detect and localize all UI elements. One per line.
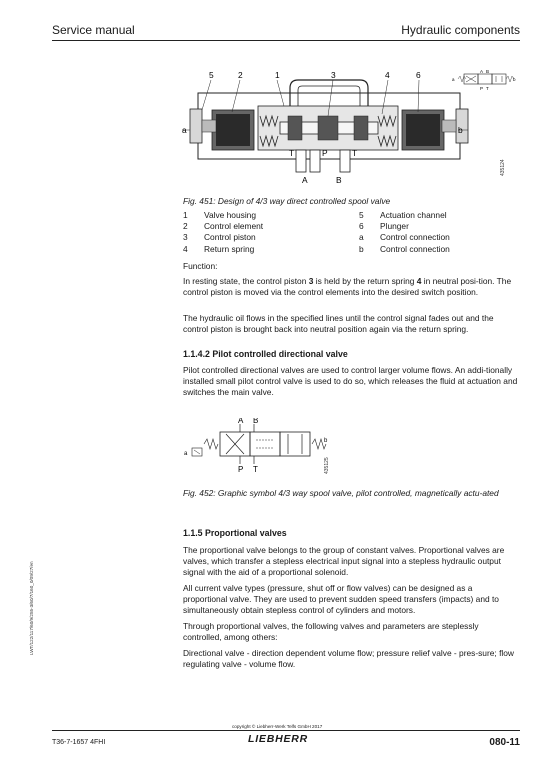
footer-page-number: 080-11 <box>489 737 520 748</box>
label-4: 4 <box>385 70 390 80</box>
ref-control-piston: 3 <box>308 276 314 286</box>
legend-row <box>183 232 518 243</box>
text-run: is held by the return spring <box>313 276 417 286</box>
label-6: 6 <box>416 70 421 80</box>
label-2: 2 <box>238 70 243 80</box>
legend-value: Control connection <box>380 232 450 243</box>
legend-key: 1 <box>183 210 188 220</box>
heading-pilot-controlled: 1.1.4.2 Pilot controlled directional valve <box>183 349 348 359</box>
port-t-left: T <box>289 148 295 158</box>
text-run: In resting state, the control piston <box>183 276 309 286</box>
sym-ctrl-a: a <box>452 77 455 82</box>
label-1: 1 <box>275 70 280 80</box>
sym-ctrl-b: b <box>513 77 516 82</box>
figure-451-caption: Fig. 451: Design of 4/3 way direct controlled spool valve <box>183 196 391 206</box>
label-5: 5 <box>209 70 214 80</box>
port-p: P <box>322 148 328 158</box>
figure-452-symbol <box>184 418 334 476</box>
label-a: a <box>182 125 187 135</box>
legend-row <box>183 210 518 221</box>
legend-value: Plunger <box>380 221 409 232</box>
ref-return-spring: 4 <box>416 276 422 286</box>
side-document-code: LWT/122/117/60/9/255-3/60/7/160_0/09/27/en <box>29 561 34 655</box>
header-section-title: Hydraulic components <box>401 23 520 37</box>
text-run: in neutral posi-tion. The control piston is moved via the control elements into the desired switch position. <box>183 276 512 297</box>
port-b: B <box>336 175 342 185</box>
symbol-b: B <box>253 418 259 425</box>
figure-451-legend <box>183 210 518 255</box>
symbol-t: T <box>253 465 258 474</box>
figure-452-caption: Fig. 452: Graphic symbol 4/3 way spool valve, pilot controlled, magnetically actu-ated <box>183 488 499 498</box>
graphic-symbol-drawing <box>184 418 334 476</box>
legend-row <box>183 244 518 255</box>
footer-divider <box>52 730 520 731</box>
legend-value: Control connection <box>380 243 450 254</box>
function-label: Function: <box>183 261 218 271</box>
port-a: A <box>302 175 308 185</box>
label-3: 3 <box>331 70 336 80</box>
symbol-ctrl-a: a <box>184 451 188 457</box>
function-paragraph-2: The hydraulic oil flows in the specified lines until the control signal fades out and the control piston is brought back into neutral position again via the return spring. <box>183 313 494 334</box>
legend-value: Valve housing <box>204 210 256 220</box>
symbol-a: A <box>238 418 244 425</box>
valve-symbol-small <box>458 74 514 84</box>
sym-t: T <box>486 86 489 91</box>
header-divider <box>52 40 520 41</box>
legend-key: a <box>359 232 364 243</box>
legend-value: Return spring <box>204 243 255 254</box>
legend-key: 4 <box>183 243 188 254</box>
legend-key: b <box>359 243 364 254</box>
symbol-p: P <box>238 465 244 474</box>
legend-key: 2 <box>183 221 188 232</box>
legend-key: 3 <box>183 232 188 243</box>
figure-451-cross-section <box>180 66 518 190</box>
legend-value: Actuation channel <box>380 210 447 220</box>
footer-document-number: T36-7-1657 4FHI <box>52 739 106 746</box>
proportional-paragraph-3: Through proportional valves, the following valves and parameters are steplessly controlled, among others: <box>183 621 479 642</box>
function-paragraph-1 <box>183 276 518 298</box>
proportional-paragraph-4: Directional valve - direction dependent volume flow; pressure relief valve - pres-sure; flow regulating valve - volume flow. <box>183 648 514 669</box>
legend-row <box>183 221 518 232</box>
spool-valve-drawing <box>180 66 518 190</box>
label-b: b <box>458 125 463 135</box>
legend-key: 6 <box>359 221 364 232</box>
port-t-right: T <box>352 148 358 158</box>
heading-proportional-valves: 1.1.5 Proportional valves <box>183 528 287 538</box>
figure-id-435125: 435125 <box>324 457 330 474</box>
symbol-ctrl-b: b <box>324 438 328 444</box>
footer-logo: LIEBHERR <box>248 733 309 745</box>
legend-value: Control element <box>204 221 264 232</box>
proportional-paragraph-2: All current valve types (pressure, shut off or flow valves) can be designed as a proportional valve. They are used to prevent sudden speed transfers (impacts) and to simultaneously obtain stepless control of cylinders and motors. <box>183 583 499 615</box>
header-manual-title: Service manual <box>52 23 135 37</box>
sym-a: A <box>480 69 484 74</box>
figure-id-435124: 435124 <box>500 159 506 176</box>
legend-value: Control piston <box>204 232 256 243</box>
footer-copyright: copyright © Liebherr-Werk Telfs GmbH 2017 <box>232 724 323 729</box>
sym-b: B <box>486 69 490 74</box>
sym-p: P <box>480 86 484 91</box>
pilot-paragraph: Pilot controlled directional valves are used to control larger volume flows. An addi-tionally installed small pilot control valve is used to do so, which releases the fluid at actuation and switches the main valve. <box>183 365 518 397</box>
proportional-paragraph-1: The proportional valve belongs to the group of constant valves. Proportional valves are valves, which transfer a stepless electrical input signal into a stepless hydraulic output signal with the aid of a proportional solenoid. <box>183 545 505 577</box>
legend-key: 5 <box>359 210 364 220</box>
